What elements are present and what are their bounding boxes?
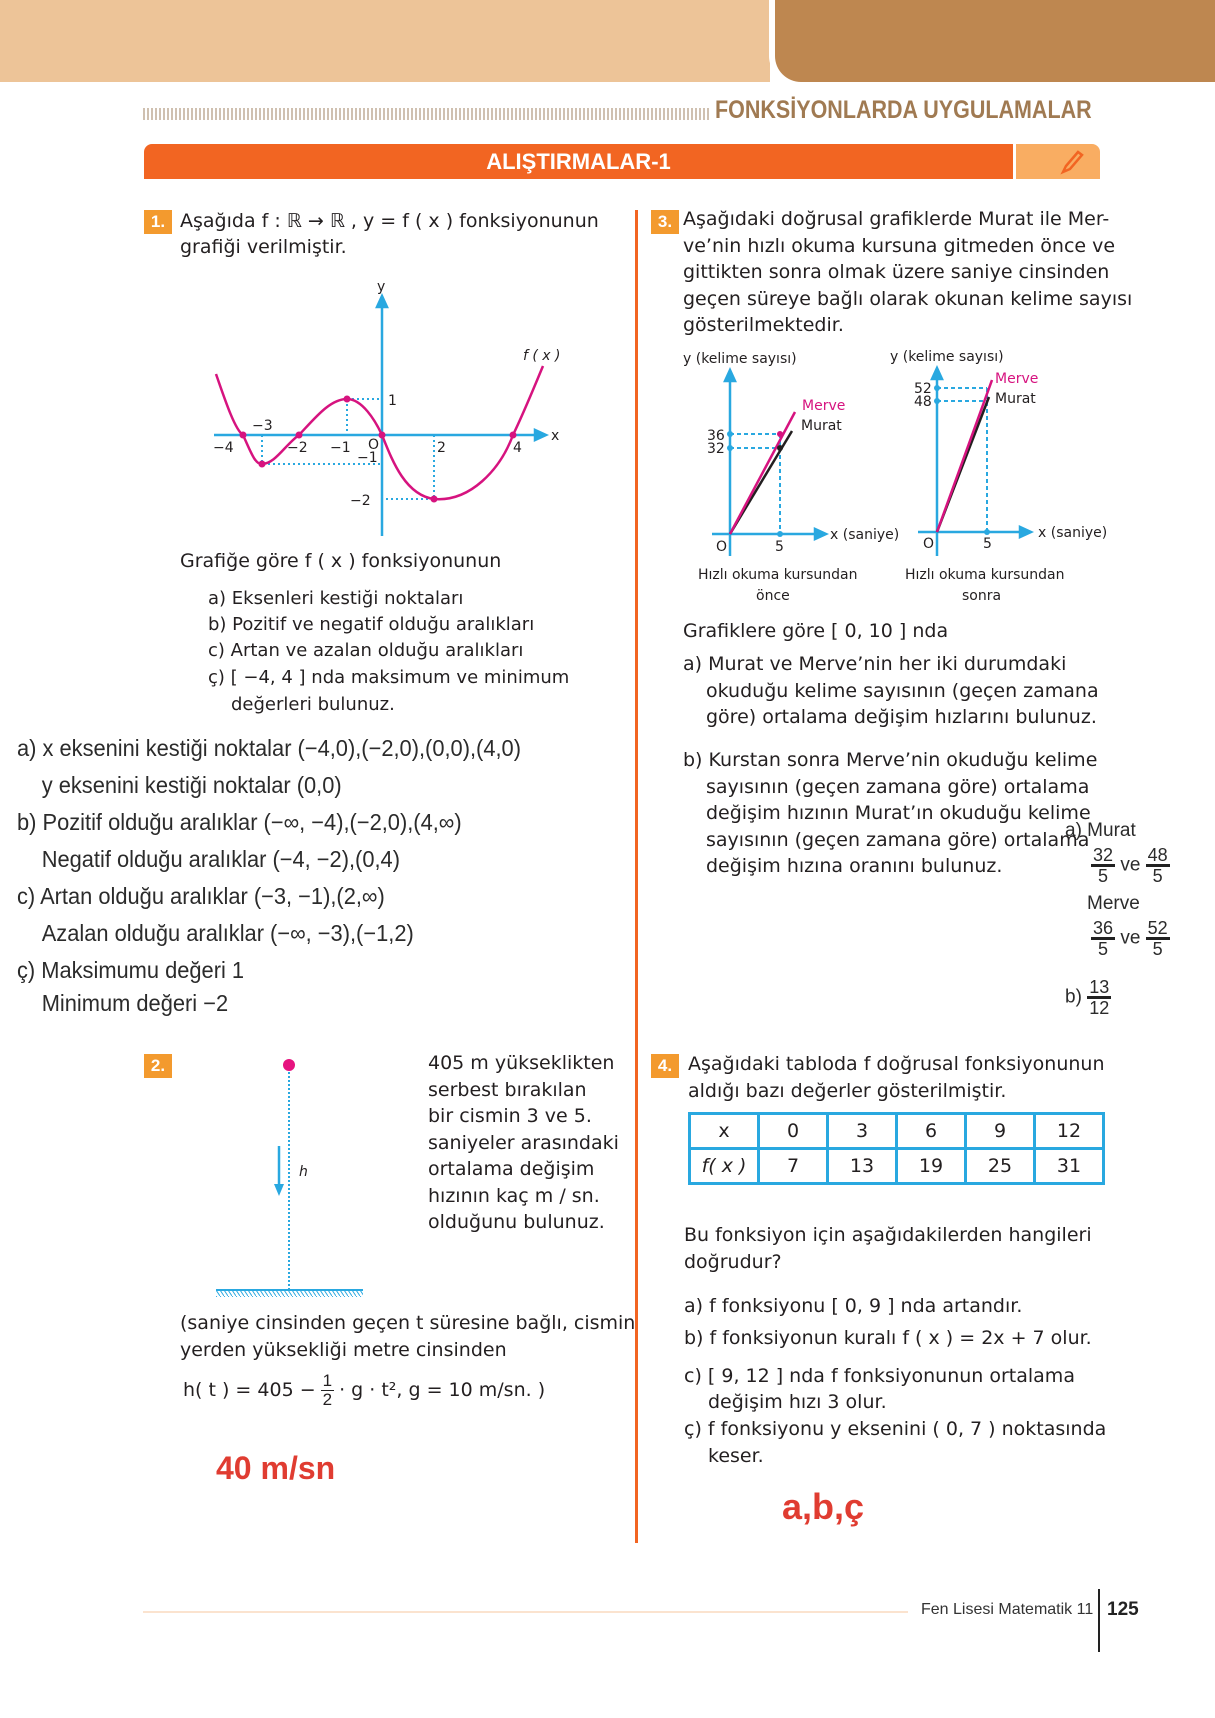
p3-line: Aşağıdaki doğrusal grafiklerde Murat ile Mer- (683, 208, 1110, 230)
p2-line: hızının kaç m / sn. (428, 1184, 600, 1207)
answer-b-label: b) (1065, 986, 1082, 1008)
p1-item-c: c) Artan ve azalan olduğu aralıkları (208, 640, 524, 661)
footer-rule (143, 1611, 908, 1613)
p2-line: saniyeler arasındaki (428, 1131, 619, 1154)
tick: 2 (437, 440, 446, 456)
table-row (690, 1149, 1104, 1184)
ve-text: ve (1120, 927, 1141, 949)
p3-answer (1065, 820, 1170, 1017)
table-cell: 6 (897, 1114, 966, 1149)
p2-note-2: yerden yüksekliği metre cinsinden (180, 1339, 507, 1361)
frac-den: 5 (1098, 939, 1109, 959)
p1-item-c2-cont: değerleri bulunuz. (231, 694, 395, 715)
p3-line: gösterilmektedir. (683, 314, 844, 336)
origin-label: O (923, 536, 935, 552)
table-cell: 19 (897, 1149, 966, 1184)
origin-label: O (716, 539, 728, 555)
p3-b-line: değişim hızının Murat’ın okuduğu kelime (706, 802, 1091, 824)
p3-line: gittikten sonra olmak üzere saniye cinsinden (683, 261, 1110, 283)
p4-option-cc-cont: keser. (708, 1445, 764, 1467)
merve-line (730, 412, 795, 534)
p1-item-a: a) Eksenleri kestiği noktaları (208, 588, 464, 609)
footer-divider (1098, 1589, 1100, 1652)
header-band-left (0, 0, 770, 82)
table-cell: 12 (1035, 1114, 1104, 1149)
p3-b-line: sayısının (geçen zamana göre) ortalama (706, 775, 1090, 798)
p1-function-graph (200, 270, 580, 540)
tick: −1 (330, 440, 351, 456)
frac-den: 5 (1152, 866, 1163, 886)
caption: önce (756, 588, 790, 604)
p2-line: ortalama değişim (428, 1158, 595, 1180)
pencil-icon (1016, 144, 1100, 179)
p3-intro: Grafiklere göre [ 0, 10 ] nda (683, 620, 949, 642)
p2-formula (183, 1372, 545, 1409)
p1-item-b: b) Pozitif ve negatif olduğu aralıkları (208, 614, 535, 635)
p3-chart-after (875, 345, 1115, 605)
p3-question-a (683, 651, 1099, 731)
ball-icon (283, 1059, 295, 1071)
formula-den: 2 (322, 1390, 333, 1409)
tick: O (368, 437, 380, 453)
h-label: h (299, 1164, 308, 1180)
x-label: x (saniye) (1038, 525, 1108, 541)
header-band-right (775, 0, 1215, 82)
p4-option-c-cont: değişim hızı 3 olur. (708, 1391, 887, 1413)
table-cell: 13 (828, 1149, 897, 1184)
tick: 1 (388, 393, 397, 409)
frac-den: 5 (1098, 866, 1109, 886)
p4-answer: a,b,ç (782, 1486, 865, 1527)
answer-line: Negatif olduğu aralıklar (−4, −2),(0,4) (41, 846, 400, 872)
frac-num: 13 (1089, 977, 1110, 997)
y-axis-label: y (377, 279, 386, 295)
p4-question-1: Bu fonksiyon için aşağıdakilerden hangileri (684, 1224, 1092, 1246)
column-divider (635, 210, 638, 1543)
murat-label: Murat (801, 418, 842, 434)
answer-line: Azalan olduğu aralıklar (−∞, −3),(−1,2) (41, 920, 414, 946)
answer-merve-label: Merve (1087, 893, 1140, 914)
p4-question-2: doğrudur? (684, 1251, 782, 1273)
frac-num: 52 (1147, 918, 1168, 938)
x-tick: 5 (983, 536, 992, 552)
f-label: f ( x ) (523, 348, 561, 364)
y-label: y (kelime sayısı) (890, 349, 1004, 365)
stripe-decoration (143, 108, 711, 120)
x-axis-label: x (551, 428, 560, 444)
p3-a-line: okuduğu kelime sayısının (geçen zamana (706, 679, 1099, 702)
problem-2-badge: 2. (144, 1054, 172, 1078)
tick: 4 (513, 440, 522, 456)
y-tick: 36 (707, 428, 725, 444)
p2-note-1: (saniye cinsinden geçen t süresine bağlı, cismin (180, 1312, 636, 1334)
frac-den: 12 (1089, 998, 1110, 1018)
table-cell: 3 (828, 1114, 897, 1149)
p3-a-line: göre) ortalama değişim hızlarını bulunuz. (706, 706, 1097, 728)
table-cell: f( x ) (690, 1149, 759, 1184)
tick: −3 (252, 418, 273, 434)
caption: Hızlı okuma kursundan (905, 567, 1065, 583)
p3-b-line: değişim hızına oranını bulunuz. (706, 855, 1003, 877)
page-number: 125 (1107, 1599, 1139, 1620)
answer-line: y eksenini kestiği noktalar (0,0) (41, 772, 342, 798)
merve-label: Merve (802, 398, 846, 414)
p4-option-c: c) [ 9, 12 ] nda f fonksiyonunun ortalama (684, 1365, 1075, 1387)
exercise-title: ALIŞTIRMALAR-1 (486, 149, 671, 174)
p1-line2: grafiği verilmiştir. (180, 236, 347, 258)
p4-option-cc: ç) f fonksiyonu y eksenini ( 0, 7 ) noktasında (684, 1418, 1107, 1440)
caption: sonra (962, 588, 1002, 604)
frac-den: 5 (1152, 939, 1163, 959)
caption: Hızlı okuma kursundan (698, 567, 858, 583)
table-cell: 25 (966, 1149, 1035, 1184)
answer-line: c) Artan olduğu aralıklar (−3, −1),(2,∞) (17, 883, 385, 909)
y-label: y (kelime sayısı) (683, 351, 797, 367)
answer-line: a) x eksenini kestiği noktalar (−4,0),(−2,0),(0,0),(4,0) (17, 735, 521, 761)
p1-item-c2: ç) [ −4, 4 ] nda maksimum ve minimum (208, 667, 570, 688)
p4-option-b: b) f fonksiyonun kuralı f ( x ) = 2x + 7 olur. (684, 1327, 1092, 1349)
p3-chart-before (670, 345, 900, 605)
p3-a-line: a) Murat ve Merve’nin her iki durumdaki (683, 653, 1067, 675)
p3-b-line: sayısının (geçen zamana göre) ortalama (706, 828, 1090, 851)
p2-line: serbest bırakılan (428, 1078, 587, 1101)
y-tick: 52 (914, 381, 932, 397)
tick: −4 (213, 440, 234, 456)
p3-question-b (683, 747, 1097, 880)
answer-line: Minimum değeri −2 (41, 990, 229, 1016)
y-tick: 32 (707, 441, 725, 457)
x-tick: 5 (775, 539, 784, 555)
table-cell: 0 (759, 1114, 828, 1149)
p2-line: 405 m yükseklikten (428, 1052, 615, 1074)
tick: −2 (350, 493, 371, 509)
p4-line1: Aşağıdaki tabloda f doğrusal fonksiyonunun (688, 1053, 1105, 1075)
murat-label: Murat (995, 391, 1036, 407)
table-cell: 31 (1035, 1149, 1104, 1184)
problem-1-badge: 1. (144, 210, 172, 234)
formula-right: · g · t², g = 10 m/sn. ) (339, 1379, 546, 1402)
p4-value-table (688, 1112, 1105, 1185)
table-cell: x (690, 1114, 759, 1149)
answer-murat-label: a) Murat (1065, 820, 1136, 841)
p3-line: geçen süreye bağlı olarak okunan kelime sayısı (683, 287, 1133, 310)
tick: −1 (357, 450, 378, 466)
p2-answer: 40 m/sn (216, 1450, 336, 1486)
section-title: FONKSİYONLARDA UYGULAMALAR (715, 96, 1092, 124)
p3-text (683, 206, 1132, 339)
problem-3-badge: 3. (651, 210, 679, 234)
frac-num: 36 (1093, 918, 1114, 938)
answer-line: b) Pozitif olduğu aralıklar (−∞, −4),(−2,0),(4,∞) (17, 809, 462, 835)
p3-b-line: b) Kurstan sonra Merve’nin okuduğu kelime (683, 749, 1098, 771)
p3-line: ve’nin hızlı okuma kursuna gitmeden önce ve (683, 234, 1116, 257)
p1-intro: Grafiğe göre f ( x ) fonksiyonunun (180, 550, 502, 572)
p1-answers (17, 730, 548, 1017)
p2-text (428, 1050, 619, 1236)
p2-line: olduğunu bulunuz. (428, 1211, 605, 1233)
p4-option-a: a) f fonksiyonu [ 0, 9 ] nda artandır. (684, 1295, 1023, 1317)
tick: −2 (287, 440, 308, 456)
x-label: x (saniye) (830, 527, 900, 543)
footer-book-title: Fen Lisesi Matematik 11 (921, 1601, 1094, 1618)
frac-num: 48 (1147, 845, 1168, 865)
p1-line1: Aşağıda f : ℝ → ℝ , y = f ( x ) fonksiyonunun (180, 210, 599, 232)
table-cell: 9 (966, 1114, 1035, 1149)
p2-falling-object-diagram (210, 1055, 370, 1300)
p4-line2: aldığı bazı değerler gösterilmiştir. (688, 1080, 1007, 1102)
p2-line: bir cismin 3 ve 5. (428, 1105, 592, 1127)
problem-4-badge: 4. (651, 1054, 679, 1078)
table-row (690, 1114, 1104, 1149)
formula-num: 1 (322, 1371, 333, 1390)
exercise-bar (144, 144, 1013, 179)
frac-num: 32 (1093, 845, 1114, 865)
answer-line: ç) Maksimumu değeri 1 (17, 957, 245, 983)
y-tick: 48 (914, 394, 932, 410)
merve-label: Merve (995, 371, 1039, 387)
formula-left: h( t ) = 405 − (183, 1379, 316, 1402)
ve-text: ve (1120, 854, 1141, 876)
table-cell: 7 (759, 1149, 828, 1184)
